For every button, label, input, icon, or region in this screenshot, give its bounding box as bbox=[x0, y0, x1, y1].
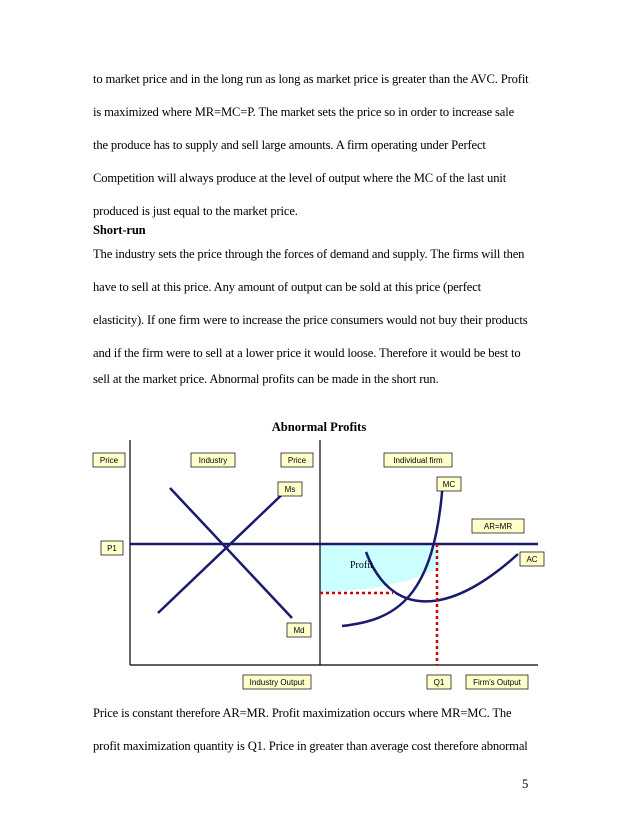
label-ms: Ms bbox=[284, 485, 296, 494]
label-ac: AC bbox=[526, 555, 538, 564]
paragraph1-line-4: Competition will always produce at the level of output where the MC of the last unit bbox=[93, 171, 507, 185]
label-price-left: Price bbox=[99, 456, 119, 465]
paragraph1-line-1: to market price and in the long run as long as market price is greater than the AVC. Profit bbox=[93, 72, 529, 86]
paragraph2-line-1: The industry sets the price through the forces of demand and supply. The firms will then bbox=[93, 247, 525, 261]
label-individual-firm: Individual firm bbox=[393, 456, 443, 465]
label-mc: MC bbox=[442, 480, 456, 489]
diagram-title: Abnormal Profits bbox=[271, 420, 367, 434]
label-p1: P1 bbox=[107, 544, 117, 553]
demand-curve-md bbox=[170, 488, 292, 618]
page-number: 5 bbox=[522, 777, 529, 791]
label-md: Md bbox=[293, 626, 305, 635]
label-industry: Industry bbox=[198, 456, 228, 465]
paragraph1-line-2: is maximized where MR=MC=P. The market sets the price so in order to increase sale bbox=[93, 105, 515, 119]
label-price-right: Price bbox=[287, 456, 307, 465]
paragraph2-line-5: sell at the market price. Abnormal profits can be made in the short run. bbox=[93, 372, 439, 386]
paragraph3-line-1: Price is constant therefore AR=MR. Profit maximization occurs where MR=MC. The bbox=[93, 706, 512, 720]
label-firms-output: Firm's Output bbox=[473, 678, 521, 687]
label-q1: Q1 bbox=[433, 678, 445, 687]
paragraph1-line-3: the produce has to supply and sell large amounts. A firm operating under Perfect bbox=[93, 138, 486, 152]
paragraph3-line-2: profit maximization quantity is Q1. Price in greater than average cost therefore abnormal bbox=[93, 739, 528, 753]
heading-short-run: Short-run bbox=[93, 223, 146, 237]
label-profit: Profit bbox=[350, 560, 373, 571]
abnormal-profits-diagram bbox=[90, 440, 560, 695]
profit-area bbox=[320, 544, 440, 593]
paragraph2-line-4: and if the firm were to sell at a lower price it would loose. Therefore it would be best to bbox=[93, 346, 521, 360]
paragraph2-line-3: elasticity). If one firm were to increase the price consumers would not buy their products bbox=[93, 313, 528, 327]
label-industry-output: Industry Output bbox=[249, 678, 305, 687]
label-ar-mr: AR=MR bbox=[483, 522, 513, 531]
paragraph2-line-2: have to sell at this price. Any amount of output can be sold at this price (perfect bbox=[93, 280, 481, 294]
paragraph1-line-5: produced is just equal to the market price. bbox=[93, 204, 298, 218]
supply-curve-ms bbox=[158, 485, 292, 613]
